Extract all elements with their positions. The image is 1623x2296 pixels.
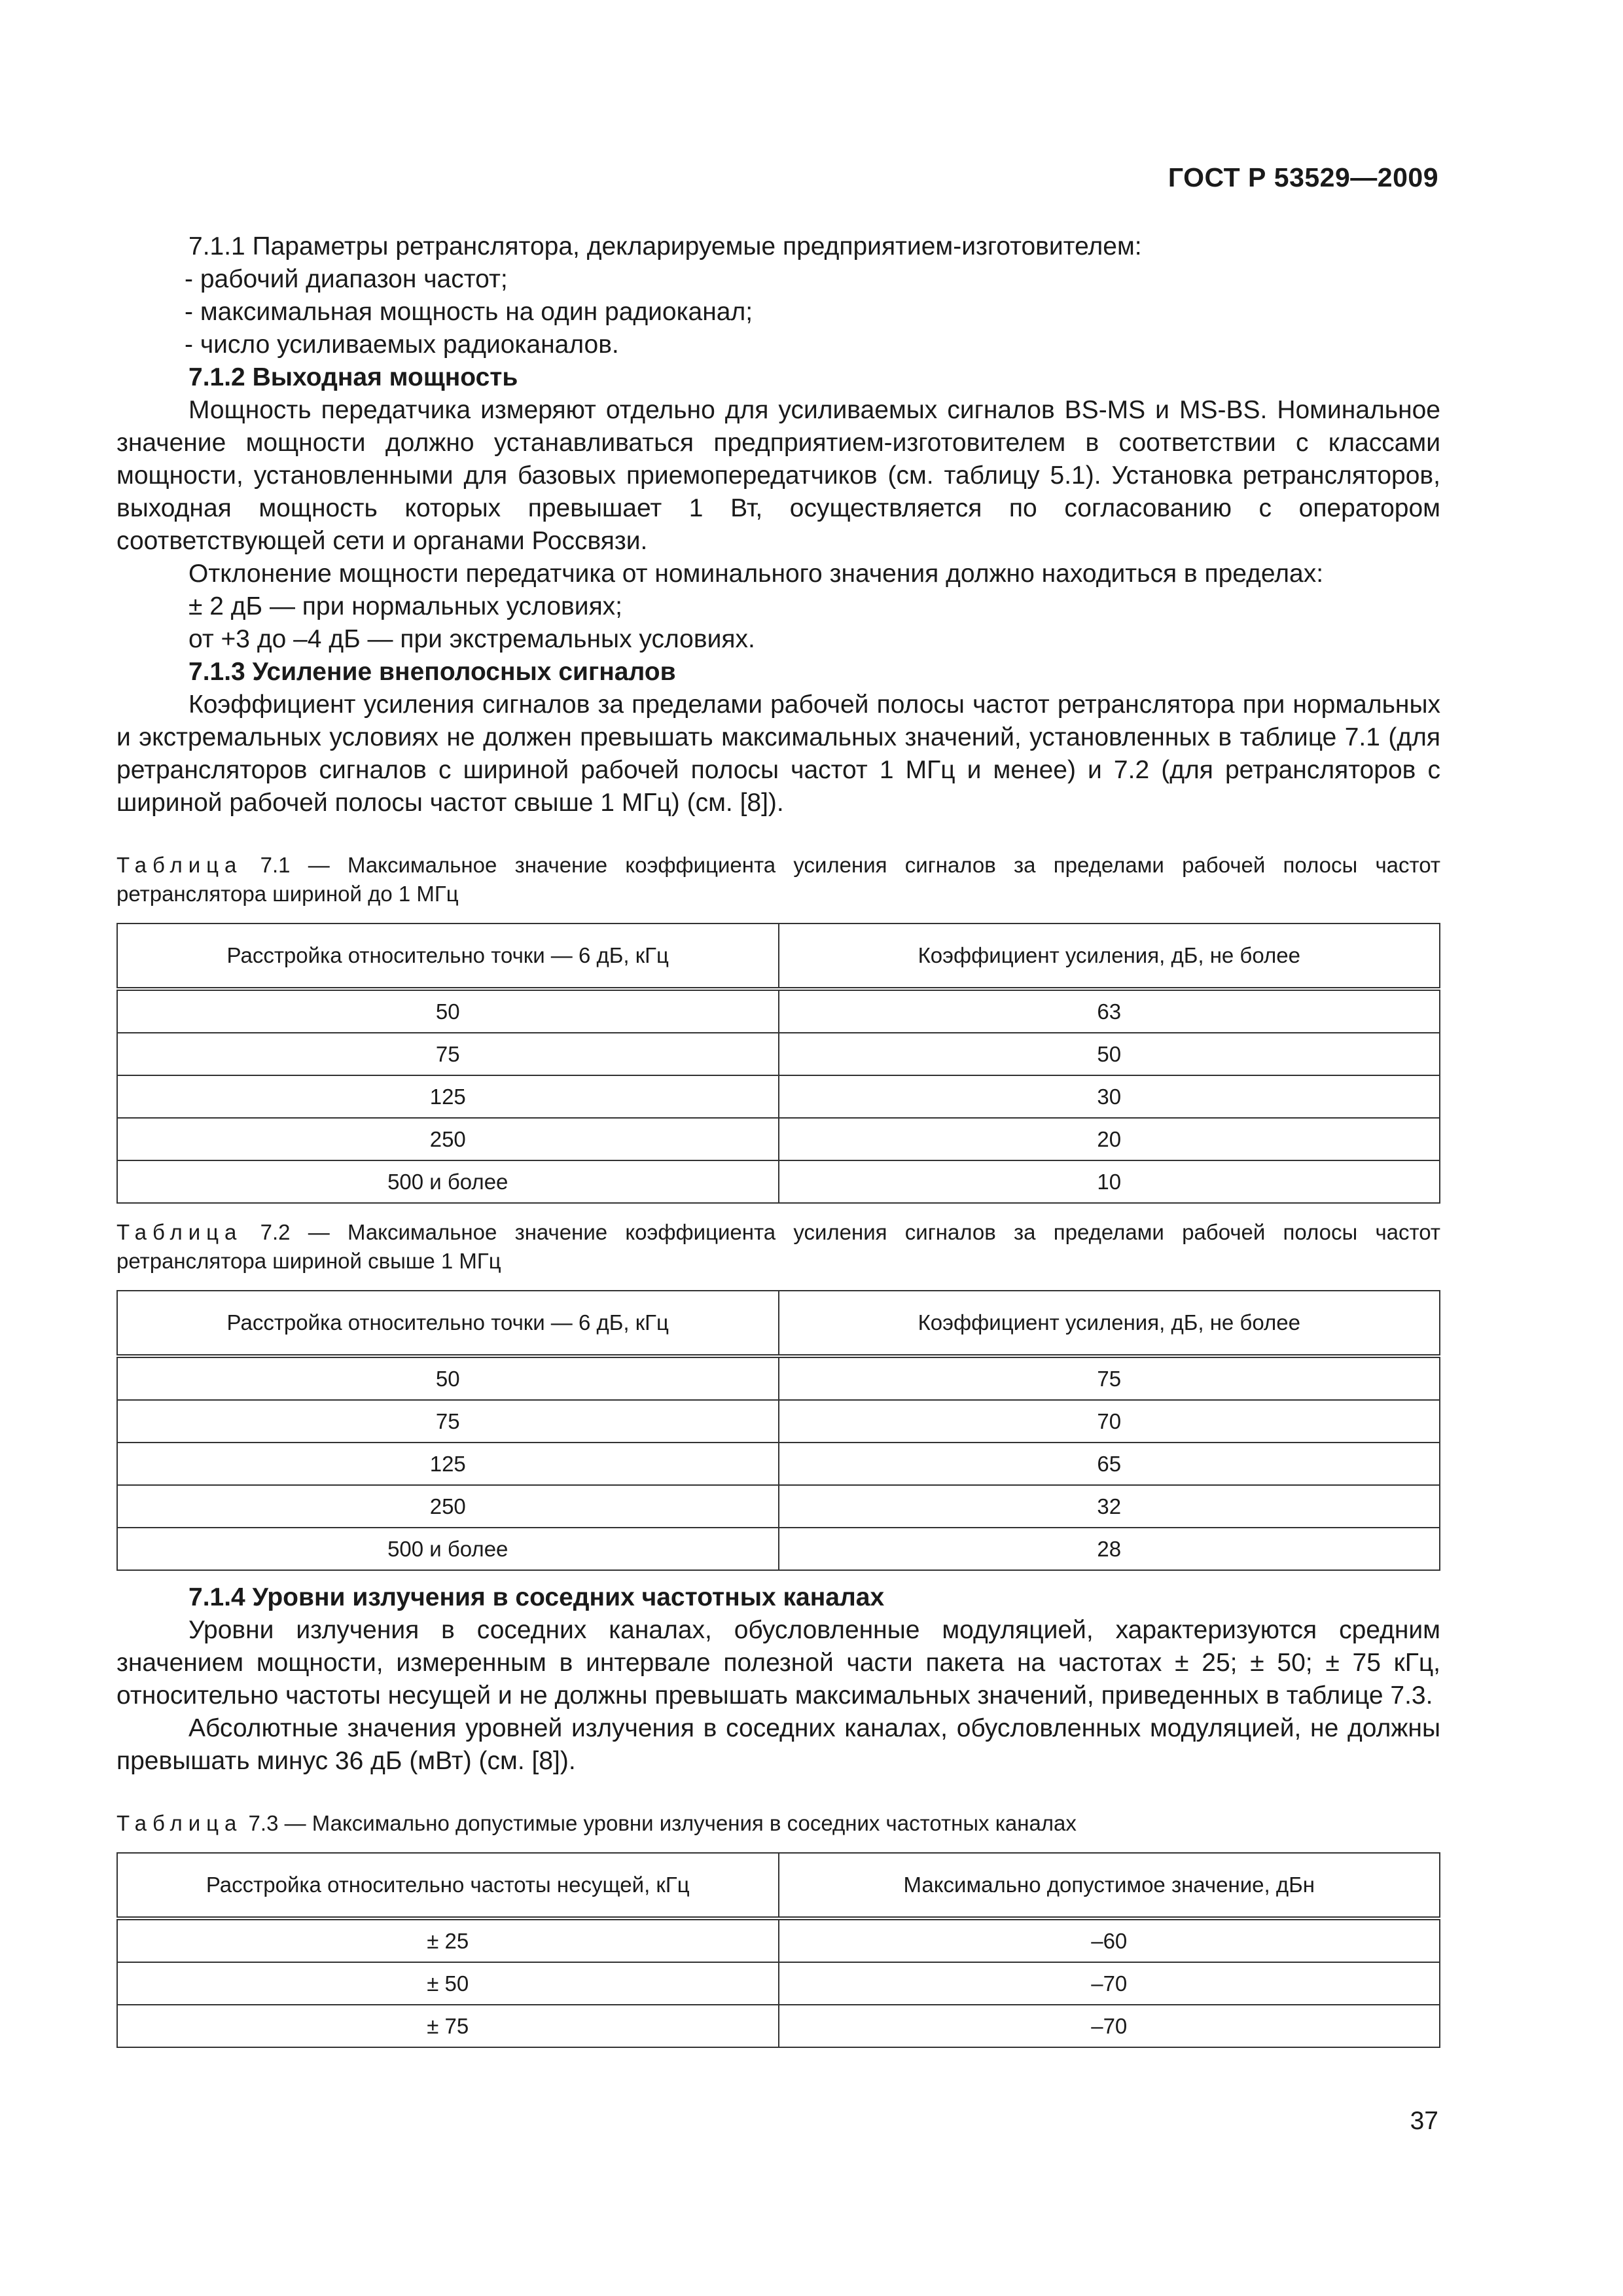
table-cell: –70 xyxy=(779,2005,1440,2047)
table-7-1-caption xyxy=(116,851,1440,908)
table-row xyxy=(117,1075,1440,1118)
table-7-2-caption xyxy=(116,1218,1440,1276)
section-7-1-3-heading: 7.1.3 Усиление внеполосных сигналов xyxy=(188,658,676,686)
table-cell: ± 25 xyxy=(117,1918,779,1962)
section-7-1-4-heading: 7.1.4 Уровни излучения в соседних частотных каналах xyxy=(188,1583,885,1611)
table-cell: 50 xyxy=(779,1033,1440,1075)
page-number: 37 xyxy=(1410,2107,1438,2135)
table-cell: –60 xyxy=(779,1918,1440,1962)
table-cell: 65 xyxy=(779,1443,1440,1485)
table-7-3 xyxy=(116,1852,1440,2048)
list-item: - число усиливаемых радиоканалов. xyxy=(185,331,619,359)
column-header: Расстройка относительно точки — 6 дБ, кГц xyxy=(117,1291,779,1356)
section-7-1-3-paragraph: Коэффициент усиления сигналов за пределами рабочей полосы частот ретранслятора при нормальных и экстремальных условиях не должен превышать максимальных значений, установленных в таблице 7.1 (для ретрансляторов сигналов с шириной рабочей полосы частот 1 МГц и менее) и 7.2 (для ретрансляторов с шириной рабочей полосы частот свыше 1 МГц) (см. [8]). xyxy=(116,691,1440,817)
column-header: Коэффициент усиления, дБ, не более xyxy=(779,1291,1440,1356)
table-header-row xyxy=(117,924,1440,989)
section-7-1-2-deviation: Отклонение мощности передатчика от номинального значения должно находиться в пределах: xyxy=(188,560,1324,588)
table-cell: 250 xyxy=(117,1118,779,1160)
table-row xyxy=(117,1485,1440,1528)
table-cell: 28 xyxy=(779,1528,1440,1570)
list-item: - рабочий диапазон частот; xyxy=(185,265,508,293)
table-cell: 70 xyxy=(779,1400,1440,1443)
table-cell: ± 75 xyxy=(117,2005,779,2047)
table-row xyxy=(117,989,1440,1033)
table-cell: 63 xyxy=(779,989,1440,1033)
table-cell: 50 xyxy=(117,989,779,1033)
page-content xyxy=(116,230,1440,2048)
table-row xyxy=(117,1528,1440,1570)
column-header: Расстройка относительно точки — 6 дБ, кГц xyxy=(117,924,779,989)
table-cell: –70 xyxy=(779,1962,1440,2005)
table-cell: 125 xyxy=(117,1075,779,1118)
document-id: ГОСТ Р 53529—2009 xyxy=(1168,162,1438,192)
section-7-1-2-heading: 7.1.2 Выходная мощность xyxy=(188,363,518,391)
table-label: Таблица xyxy=(116,1220,243,1244)
table-7-1 xyxy=(116,923,1440,1204)
table-cell: 75 xyxy=(117,1033,779,1075)
table-row xyxy=(117,1918,1440,1962)
table-cell: 30 xyxy=(779,1075,1440,1118)
tolerance-extreme: от +3 до –4 дБ — при экстремальных условиях. xyxy=(188,625,755,653)
table-row xyxy=(117,1160,1440,1203)
list-item: - максимальная мощность на один радиоканал; xyxy=(185,298,753,326)
table-row xyxy=(117,1033,1440,1075)
table-row xyxy=(117,1118,1440,1160)
column-header: Расстройка относительно частоты несущей, кГц xyxy=(117,1853,779,1918)
table-row xyxy=(117,1400,1440,1443)
table-cell: 125 xyxy=(117,1443,779,1485)
table-caption-text: 7.2 — Максимальное значение коэффициента усиления сигналов за пределами рабочей полосы частот ретранслятора шириной свыше 1 МГц xyxy=(116,1220,1440,1273)
table-label: Таблица xyxy=(116,1811,243,1835)
parameter-list xyxy=(116,263,1440,361)
table-header-row xyxy=(117,1291,1440,1356)
table-7-2 xyxy=(116,1290,1440,1571)
column-header: Коэффициент усиления, дБ, не более xyxy=(779,924,1440,989)
table-cell: ± 50 xyxy=(117,1962,779,2005)
table-cell: 50 xyxy=(117,1356,779,1400)
section-7-1-4-paragraph: Уровни излучения в соседних каналах, обусловленные модуляцией, характеризуются средним значением мощности, измеренным в интервале полезной части пакета на частотах ± 25; ± 50; ± 75 кГц, относительно частоты несущей и не должны превышать максимальных значений, приведенных в таблице 7.3. xyxy=(116,1616,1440,1710)
table-cell: 20 xyxy=(779,1118,1440,1160)
table-cell: 75 xyxy=(117,1400,779,1443)
table-row xyxy=(117,2005,1440,2047)
section-7-1-1-intro: 7.1.1 Параметры ретранслятора, декларируемые предприятием-изготовителем: xyxy=(188,232,1142,260)
table-caption-text: 7.3 — Максимально допустимые уровни излучения в соседних частотных каналах xyxy=(242,1811,1077,1835)
table-caption-text: 7.1 — Максимальное значение коэффициента усиления сигналов за пределами рабочей полосы частот ретранслятора шириной до 1 МГц xyxy=(116,853,1440,906)
table-row xyxy=(117,1356,1440,1400)
section-7-1-4-absolute: Абсолютные значения уровней излучения в соседних каналах, обусловленных модуляцией, не должны превышать минус 36 дБ (мВт) (см. [8]). xyxy=(116,1714,1440,1775)
table-cell: 500 и более xyxy=(117,1160,779,1203)
tolerance-normal: ± 2 дБ — при нормальных условиях; xyxy=(188,592,623,620)
column-header: Максимально допустимое значение, дБн xyxy=(779,1853,1440,1918)
table-label: Таблица xyxy=(116,853,243,877)
table-row xyxy=(117,1962,1440,2005)
table-cell: 500 и более xyxy=(117,1528,779,1570)
table-cell: 75 xyxy=(779,1356,1440,1400)
table-7-3-caption xyxy=(116,1809,1440,1838)
table-cell: 10 xyxy=(779,1160,1440,1203)
section-7-1-2-paragraph: Мощность передатчика измеряют отдельно для усиливаемых сигналов BS-MS и MS-BS. Номинальное значение мощности должно устанавливаться предприятием-изготовителем в соответствии с классами мощности, установленными для базовых приемопередатчиков (см. таблицу 5.1). Установка ретрансляторов, выходная мощность которых превышает 1 Вт, осуществляется по согласованию с оператором соответствующей сети и органами Россвязи. xyxy=(116,396,1440,555)
table-header-row xyxy=(117,1853,1440,1918)
table-cell: 250 xyxy=(117,1485,779,1528)
table-row xyxy=(117,1443,1440,1485)
table-cell: 32 xyxy=(779,1485,1440,1528)
